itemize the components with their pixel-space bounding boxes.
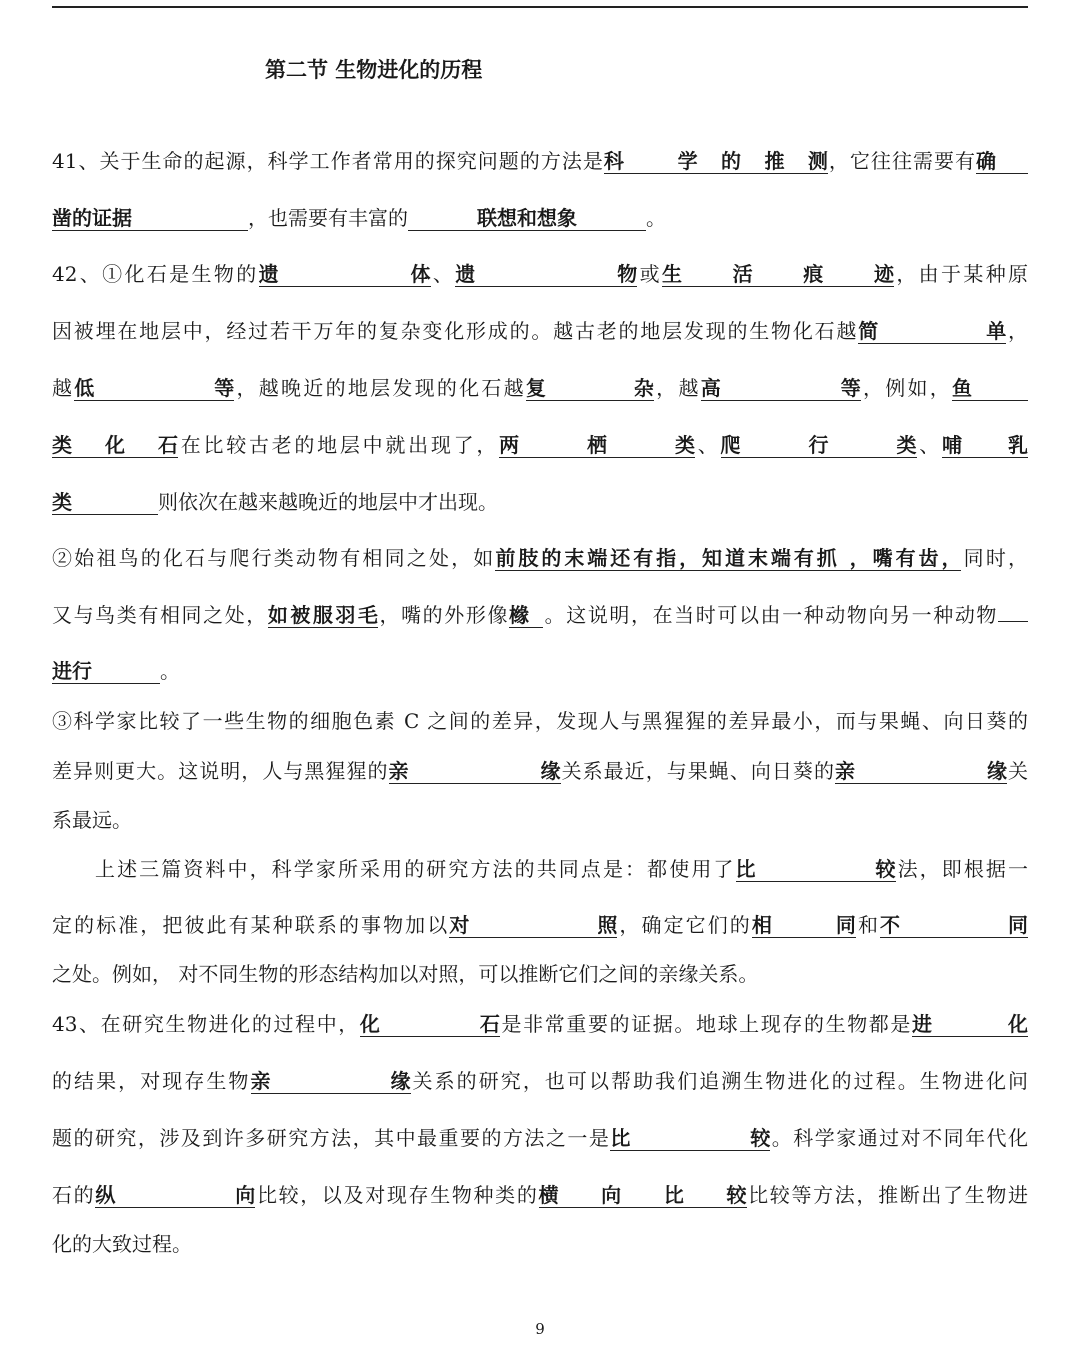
q42-blank-4: 简单	[858, 319, 1007, 343]
summary-blank-1: 比较	[735, 857, 896, 881]
q42-blank-11a: 哺乳	[942, 433, 1029, 457]
q42-line-5: 类 则依次在越来越晚近的地层中才出现。	[52, 490, 498, 514]
summary-blank-4: 不同	[880, 913, 1029, 937]
q42-p2-blank-2: 如被服羽毛	[267, 603, 378, 627]
q42-blank-8a: 鱼	[952, 376, 1028, 401]
q42-p3-line-3: 系最远。	[52, 808, 132, 832]
q42-line-2: 因被埋在地层中，经过若干万年的复杂变化形成的。越古老的地层发现的生物化石越简单，	[52, 319, 1029, 343]
q43-blank-5: 纵向	[95, 1183, 256, 1207]
q42-line-4: 类化石在比较古老的地层中就出现了，两栖类、爬行类、哺乳	[52, 433, 1029, 457]
q43-line-5: 化的大致过程。	[52, 1232, 192, 1256]
q42-blank-3: 生活痕迹	[661, 262, 894, 286]
q43-blank-2: 进化	[912, 1012, 1029, 1036]
q42-blank-10: 爬行类	[720, 433, 917, 457]
q42-line-3: 越低等，越晚近的地层发现的化石越复杂，越高等，例如，鱼	[52, 373, 1028, 403]
q41-line-1: 41、关于生命的起源，科学工作者常用的探究问题的方法是科 学的推测，它往往需要有确	[52, 146, 1028, 176]
q41-blank-3: 联想和想象	[408, 206, 646, 231]
q41-blank-2b: 凿的证据	[52, 206, 248, 231]
q43-blank-6: 横向比较	[538, 1183, 747, 1207]
q43-blank-4: 比较	[610, 1126, 771, 1150]
q42-p3-line-1: ③科学家比较了一些生物的细胞色素 C 之间的差异，发现人与黑猩猩的差异最小，而与果蝇、向日葵的	[52, 709, 1028, 733]
q42-p2-line-3: 进行 。	[52, 659, 180, 683]
q42-line-1: 42、①化石是生物的遗体、遗物或生活痕迹，由于某种原	[52, 262, 1029, 286]
q42-p2-line-2: 又与鸟类有相同之处，如被服羽毛，嘴的外形像橼 。这说明，在当时可以由一种动物向另一种动物	[52, 600, 1028, 630]
q42-p3-line-2: 差异则更大。这说明，人与黑猩猩的亲缘关系最近，与果蝇、向日葵的亲缘关	[52, 759, 1029, 783]
q42-p2-blank-3: 橼	[509, 603, 543, 628]
q42-p3-blank-1: 亲缘	[388, 759, 561, 783]
q42-blank-11b: 类	[52, 490, 158, 515]
top-rule	[52, 6, 1028, 8]
q43-line-2: 的结果，对现存生物亲缘关系的研究，也可以帮助我们追溯生物进化的过程。生物进化问	[52, 1069, 1029, 1093]
q43-line-4: 石的纵向比较，以及对现存生物种类的横向比较比较等方法，推断出了生物进	[52, 1183, 1029, 1207]
q42-blank-6: 复杂	[525, 376, 654, 400]
q43-line-1: 43、在研究生物进化的过程中，化石是非常重要的证据。地球上现存的生物都是进化	[52, 1012, 1029, 1036]
summary-line-3: 之处。例如， 对不同生物的形态结构加以对照，可以推断它们之间的亲缘关系。	[52, 962, 759, 986]
page-number: 9	[535, 1320, 545, 1338]
section-title: 第二节 生物进化的历程	[265, 58, 483, 82]
summary-blank-3: 相同	[751, 913, 856, 937]
q42-blank-5: 低等	[74, 376, 235, 400]
q42-p2-blank-1: 前肢的末端还有指，知道末端有抓 ，嘴有齿，	[495, 546, 962, 570]
q41-blank-1: 科 学的推测	[603, 149, 828, 173]
q43-blank-3: 亲缘	[250, 1069, 411, 1093]
q43-blank-1: 化石	[359, 1012, 500, 1036]
q42-blank-9: 两栖类	[499, 433, 696, 457]
q42-blank-2: 遗物	[455, 262, 638, 286]
summary-line-1: 上述三篇资料中，科学家所采用的研究方法的共同点是：都使用了比较法，即根据一	[95, 857, 1029, 881]
q42-blank-7: 高等	[700, 376, 861, 400]
q42-blank-8b: 类化石	[52, 433, 178, 457]
q41-blank-2a: 确	[976, 149, 1028, 174]
q42-p2-blank-4: 进行	[52, 659, 160, 684]
q42-blank-1: 遗体	[258, 262, 431, 286]
q41-line-2: 凿的证据 ，也需要有丰富的 联想和想象 。	[52, 206, 666, 230]
summary-blank-2: 对照	[449, 913, 618, 937]
summary-line-2: 定的标准，把彼此有某种联系的事物加以对照，确定它们的相同和不同	[52, 913, 1029, 937]
q43-line-3: 题的研究，涉及到许多研究方法，其中最重要的方法之一是比较。科学家通过对不同年代化	[52, 1126, 1029, 1150]
q42-p2-blank-4-start	[998, 621, 1028, 622]
q42-p3-blank-2: 亲缘	[834, 759, 1007, 783]
q42-p2-line-1: ②始祖鸟的化石与爬行类动物有相同之处，如前肢的末端还有指，知道末端有抓 ，嘴有齿，同时，	[52, 546, 1029, 570]
